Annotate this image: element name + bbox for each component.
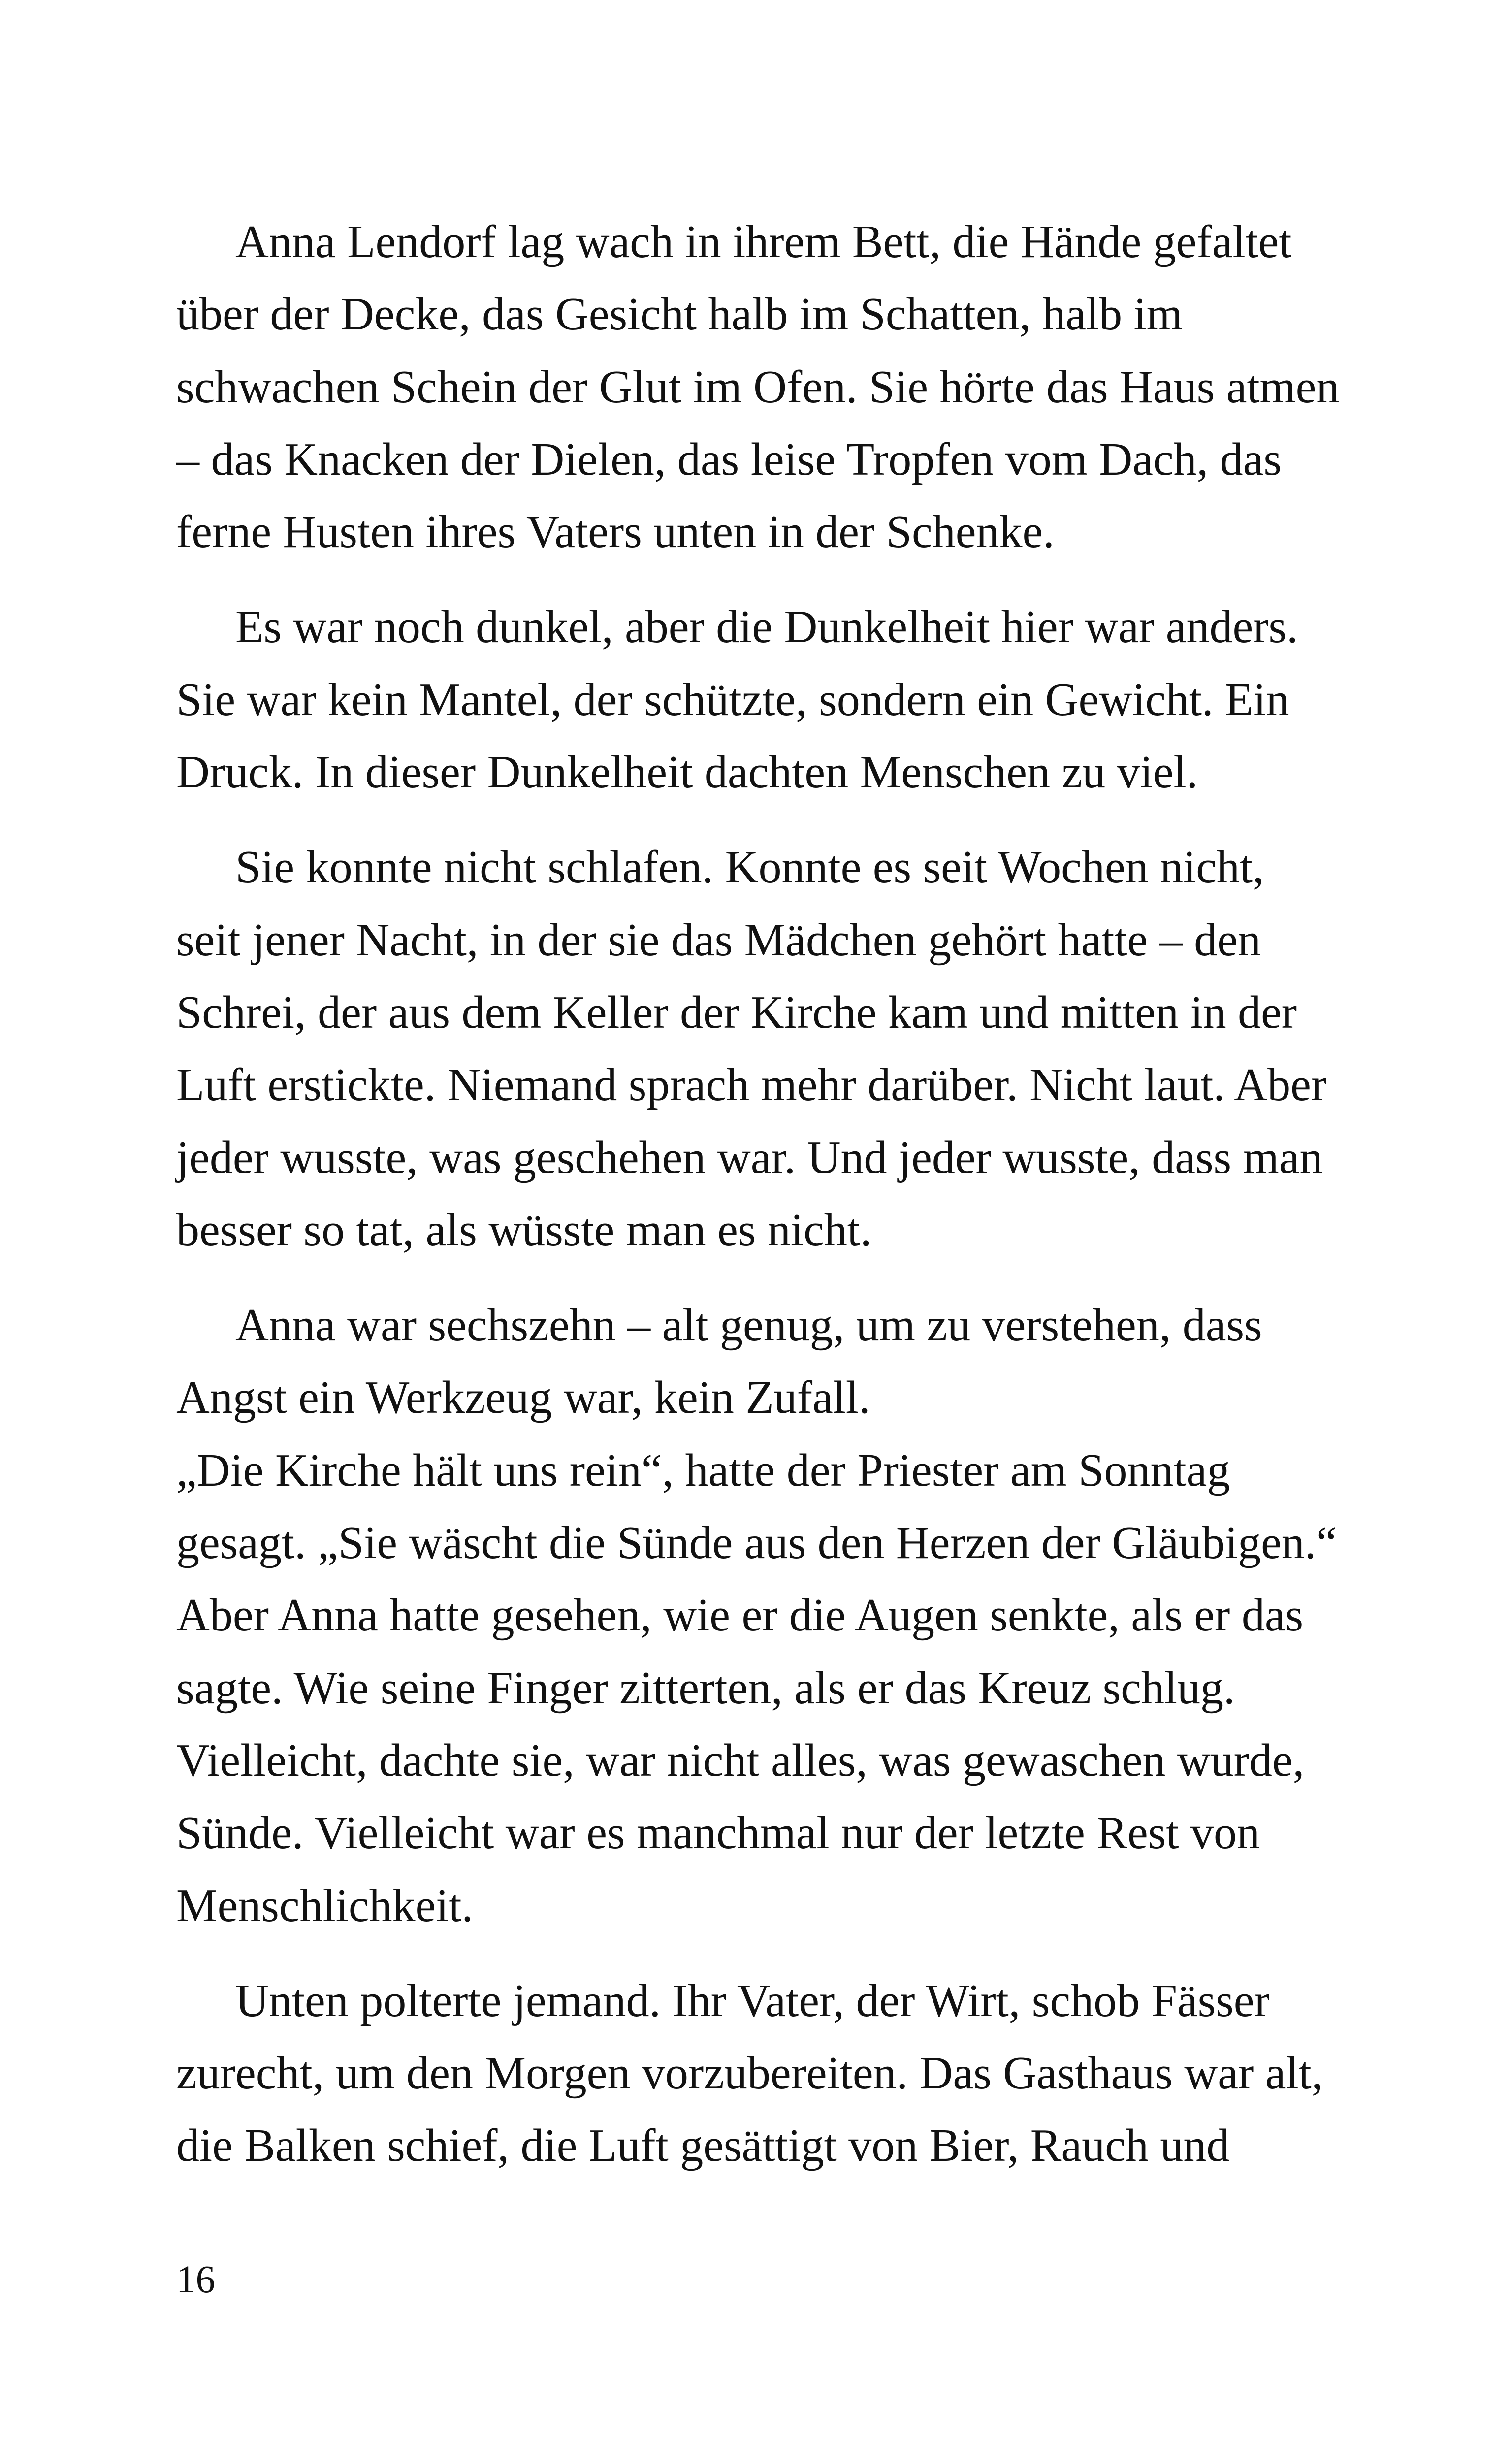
text-line: Anna war sechszehn – alt genug, um zu verstehen, dass — [235, 1300, 1262, 1351]
text-line: Druck. In dieser Dunkelheit dachten Menschen zu viel. — [176, 747, 1198, 798]
text-line: Es war noch dunkel, aber die Dunkelheit hier war anders. — [235, 601, 1298, 653]
text-line: Sie konnte nicht schlafen. Konnte es seit Wochen nicht, — [235, 842, 1264, 893]
text-line: Sünde. Vielleicht war es manchmal nur der letzte Rest von — [176, 1807, 1260, 1859]
text-line: Sie war kein Mantel, der schützte, sondern ein Gewicht. Ein — [176, 674, 1289, 725]
text-line: über der Decke, das Gesicht halb im Schatten, halb im — [176, 289, 1183, 340]
paragraph-4 — [176, 1289, 1337, 1942]
text-line: sagte. Wie seine Finger zitterten, als er das Kreuz schlug. — [176, 1662, 1235, 1714]
page-number: 16 — [176, 2258, 215, 2301]
text-line: besser so tat, als wüsste man es nicht. — [176, 1204, 872, 1256]
text-line: Anna Lendorf lag wach in ihrem Bett, die Hände gefaltet — [235, 216, 1292, 267]
body-text — [176, 206, 1340, 2182]
text-line: zurecht, um den Morgen vorzubereiten. Das Gasthaus war alt, — [176, 2048, 1323, 2099]
paragraph-3 — [176, 831, 1333, 1267]
text-line: Aber Anna hatte gesehen, wie er die Augen senkte, als er das — [176, 1590, 1304, 1641]
text-line: Angst ein Werkzeug war, kein Zufall. — [176, 1372, 870, 1424]
text-line: Unten polterte jemand. Ihr Vater, der Wirt, schob Fässer — [235, 1975, 1270, 2026]
text-line: schwachen Schein der Glut im Ofen. Sie hörte das Haus atmen — [176, 361, 1340, 413]
text-line: Schrei, der aus dem Keller der Kirche kam und mitten in der — [176, 986, 1297, 1038]
paragraph-1 — [176, 206, 1340, 568]
text-line: jeder wusste, was geschehen war. Und jeder wusste, dass man — [176, 1132, 1323, 1183]
text-line: ferne Husten ihres Vaters unten in der Schenke. — [176, 506, 1055, 558]
text-line: „Die Kirche hält uns rein“, hatte der Priester am Sonntag — [176, 1444, 1230, 1496]
text-line: Luft erstickte. Niemand sprach mehr darüber. Nicht laut. Aber — [176, 1059, 1327, 1111]
text-line: – das Knacken der Dielen, das leise Tropfen vom Dach, das — [176, 433, 1282, 485]
paragraph-2 — [176, 591, 1333, 809]
text-line: Vielleicht, dachte sie, war nicht alles, was gewaschen wurde, — [176, 1734, 1305, 1786]
text-line: Menschlichkeit. — [176, 1880, 474, 1931]
text-line: seit jener Nacht, in der sie das Mädchen gehört hatte – den — [176, 914, 1261, 966]
paragraph-5 — [176, 1965, 1333, 2182]
text-line: die Balken schief, die Luft gesättigt von Bier, Rauch und — [176, 2120, 1230, 2172]
text-line: gesagt. „Sie wäscht die Sünde aus den Herzen der Gläubigen.“ — [176, 1517, 1337, 1569]
